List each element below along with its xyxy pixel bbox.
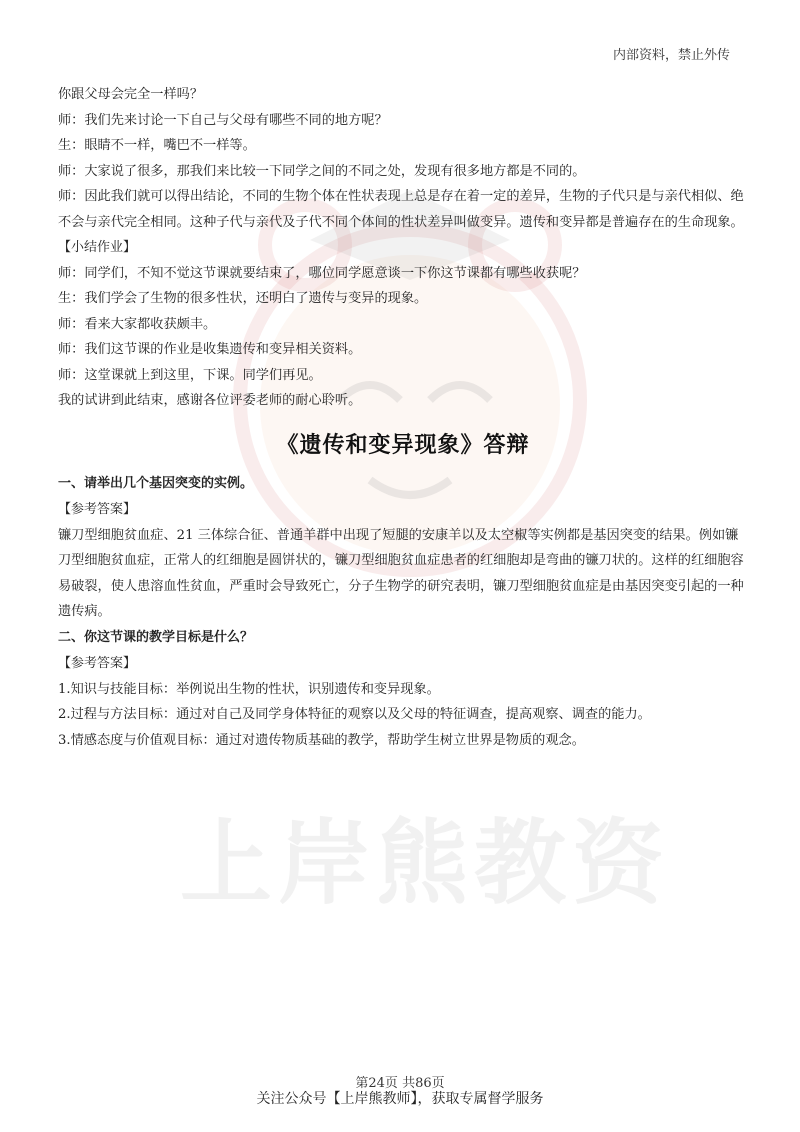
intro-line: 师：大家说了很多，那我们来比较一下同学之间的不同之处，发现有很多地方都是不同的。 <box>58 163 586 179</box>
answer-label-2: 【参考答案】 <box>58 655 137 671</box>
objective-item: 1.知识与技能目标：举例说出生物的性状，识别遗传和变异现象。 <box>58 681 440 697</box>
objective-item: 3.情感态度与价值观目标：通过对遗传物质基础的教学，帮助学生树立世界是物质的观念。 <box>58 732 585 748</box>
summary-line: 师：同学们，不知不觉这节课就要结束了，哪位同学愿意谈一下你这节课都有哪些收获呢？ <box>58 265 586 281</box>
summary-line: 师：这堂课就上到这里，下课。同学们再见。 <box>58 367 322 383</box>
summary-line: 我的试讲到此结束，感谢各位评委老师的耐心聆听。 <box>58 393 362 408</box>
intro-line: 师：因此我们就可以得出结论，不同的生物个体在性状表现上总是存在着一定的差异，生物的子代只是与亲代相似、绝不会与亲代完全相同。这种子代与亲代及子代不同个体间的性状差异叫做变异。遗传和变异都是普遍存在的生命现象。 <box>58 189 744 230</box>
watermark-text: 上岸熊教资 <box>180 810 671 917</box>
intro-line: 生：眼睛不一样，嘴巴不一样等。 <box>58 138 256 153</box>
question-1: 一、请举出几个基因突变的实例。 <box>58 475 254 491</box>
page-number: 第24页 共86页 <box>355 1076 445 1091</box>
defense-title: 《遗传和变异现象》答辩 <box>276 432 530 458</box>
answer-label-1: 【参考答案】 <box>58 501 137 517</box>
intro-line: 师：我们先来讨论一下自己与父母有哪些不同的地方呢？ <box>58 112 388 128</box>
question-2: 二、你这节课的教学目标是什么？ <box>58 629 254 645</box>
answer-1: 镰刀型细胞贫血症、21 三体综合征、普通羊群中出现了短腿的安康羊以及太空椒等实例都是基因突变的结果。例如镰刀型细胞贫血症，正常人的红细胞是圆饼状的，镰刀型细胞贫血症患者的红细胞却是弯曲的镰刀状的。这样的红细胞容易破裂，使人患溶血性贫血，严重时会导致死亡，分子生物学的研究表明，镰刀型细胞贫血症是由基因突变引起的一种遗传病。 <box>58 527 744 619</box>
summary-line: 生：我们学会了生物的很多性状，还明白了遗传与变异的现象。 <box>58 291 428 306</box>
objective-item: 2.过程与方法目标：通过对自己及同学身体特征的观察以及父母的特征调查，提高观察、调查的能力。 <box>58 707 651 722</box>
footer-promo: 关注公众号【上岸熊教师】，获取专属督学服务 <box>256 1091 544 1107</box>
summary-line: 师：我们这节课的作业是收集遗传和变异相关资料。 <box>58 342 362 357</box>
intro-line: 你跟父母会完全一样吗？ <box>58 87 204 102</box>
summary-line: 师：看来大家都收获颇丰。 <box>58 316 217 332</box>
summary-section-label: 【小结作业】 <box>58 240 137 255</box>
confidential-note: 内部资料，禁止外传 <box>612 48 730 63</box>
document-body <box>58 82 748 753</box>
